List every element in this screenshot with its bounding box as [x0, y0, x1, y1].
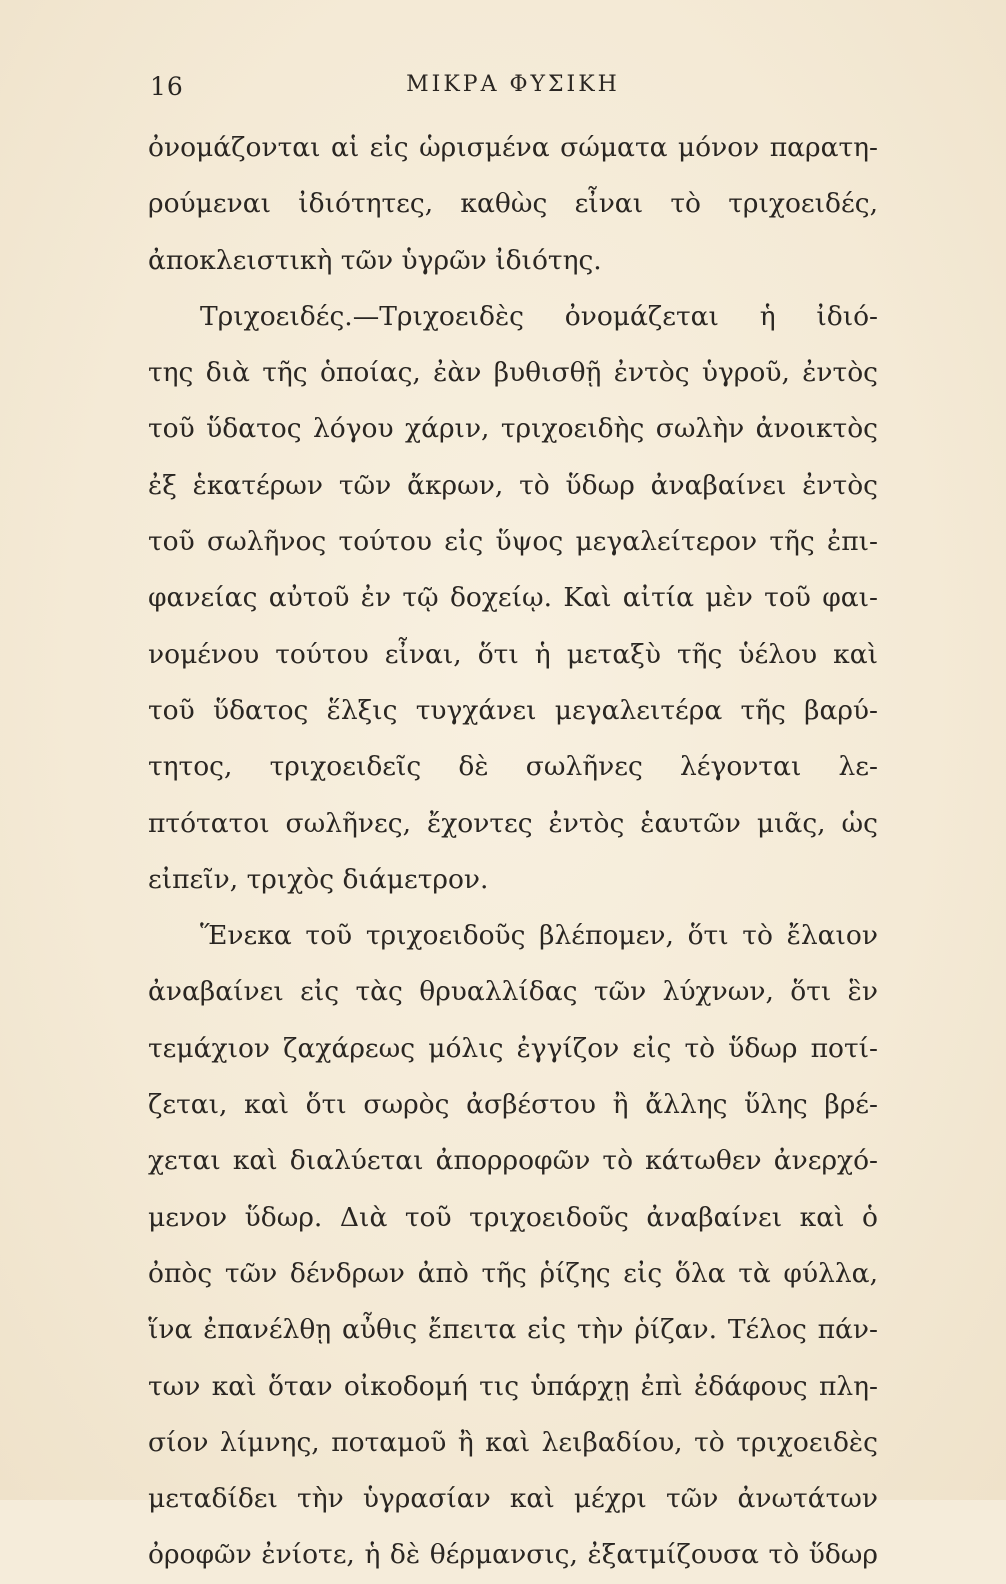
text-line: πτότατοι σωλῆνες, ἔχοντες ἐντὸς ἑαυτῶν μιᾶς, ὡς [148, 807, 878, 839]
text-line: ὀροφῶν ἐνίοτε, ἡ δὲ θέρμανσις, ἐξατμίζουσα τὸ ὕδωρ [148, 1539, 878, 1571]
text-line: σίον λίμνης, ποταμοῦ ἢ καὶ λειβαδίου, τὸ τριχοειδὲς [148, 1426, 878, 1458]
running-title: ΜΙΚΡΑ ΦΥΣΙΚΗ [406, 72, 620, 97]
text-line: ὀνομάζονται αἱ εἰς ὡρισμένα σώματα μόνον παρατη- [148, 132, 878, 163]
text-line: ρούμεναι ἰδιότητες, καθὼς εἶναι τὸ τριχοειδές, [148, 188, 878, 220]
text-line: ἐξ ἑκατέρων τῶν ἄκρων, τὸ ὕδωρ ἀναβαίνει ἐντὸς [148, 469, 878, 501]
text-line: Τριχοειδές.—Τριχοειδὲς ὀνομάζεται ἡ ἰδιό- [200, 300, 878, 332]
text-line: νομένου τούτου εἶναι, ὅτι ἡ μεταξὺ τῆς ὑέλου καὶ [148, 638, 878, 670]
text-line: Ἕνεκα τοῦ τριχοειδοῦς βλέπομεν, ὅτι τὸ ἔλαιον [200, 920, 878, 952]
text-line: ἵνα ἐπανέλθῃ αὖθις ἔπειτα εἰς τὴν ῥίζαν. Τέλος πάν- [148, 1314, 878, 1346]
text-line: τοῦ ὕδατος ἕλξις τυγχάνει μεγαλειτέρα τῆς βαρύ- [148, 694, 878, 726]
text-line: των καὶ ὅταν οἰκοδομή τις ὑπάρχῃ ἐπὶ ἐδάφους πλη- [148, 1370, 878, 1402]
text-line: ἀναβαίνει εἰς τὰς θρυαλλίδας τῶν λύχνων, ὅτι ἓν [148, 976, 878, 1008]
text-line: τητος, τριχοειδεῖς δὲ σωλῆνες λέγονται λε- [148, 751, 878, 783]
text-line: τοῦ σωλῆνος τούτου εἰς ὕψος μεγαλείτερον τῆς ἐπι- [148, 526, 878, 558]
page-number: 16 [150, 72, 184, 101]
text-line: ὀπὸς τῶν δένδρων ἀπὸ τῆς ῥίζης εἰς ὅλα τὰ φύλλα, [148, 1257, 878, 1289]
text-line: φανείας αὐτοῦ ἐν τῷ δοχείῳ. Καὶ αἰτία μὲν τοῦ φαι- [148, 582, 878, 614]
text-line: της διὰ τῆς ὁποίας, ἐὰν βυθισθῇ ἐντὸς ὑγροῦ, ἐντὸς [148, 357, 878, 389]
text-line: ζεται, καὶ ὅτι σωρὸς ἀσβέστου ἢ ἄλλης ὕλης βρέ- [148, 1089, 878, 1121]
text-line: μενον ὕδωρ. Διὰ τοῦ τριχοειδοῦς ἀναβαίνει καὶ ὁ [148, 1201, 878, 1233]
text-line: μεταδίδει τὴν ὑγρασίαν καὶ μέχρι τῶν ἀνωτάτων [148, 1483, 878, 1515]
text-line: εἰπεῖν, τριχὸς διάμετρον. [148, 863, 489, 895]
text-line: τοῦ ὕδατος λόγου χάριν, τριχοειδὴς σωλὴν ἀνοικτὸς [148, 413, 878, 445]
body-text [148, 120, 878, 1584]
page-header [150, 72, 876, 112]
text-line: τεμάχιον ζαχάρεως μόλις ἐγγίζον εἰς τὸ ὕδωρ ποτί- [148, 1032, 878, 1064]
text-line: χεται καὶ διαλύεται ἀπορροφῶν τὸ κάτωθεν ἀνερχό- [148, 1145, 878, 1177]
text-line: ἀποκλειστικὴ τῶν ὑγρῶν ἰδιότης. [148, 244, 602, 276]
